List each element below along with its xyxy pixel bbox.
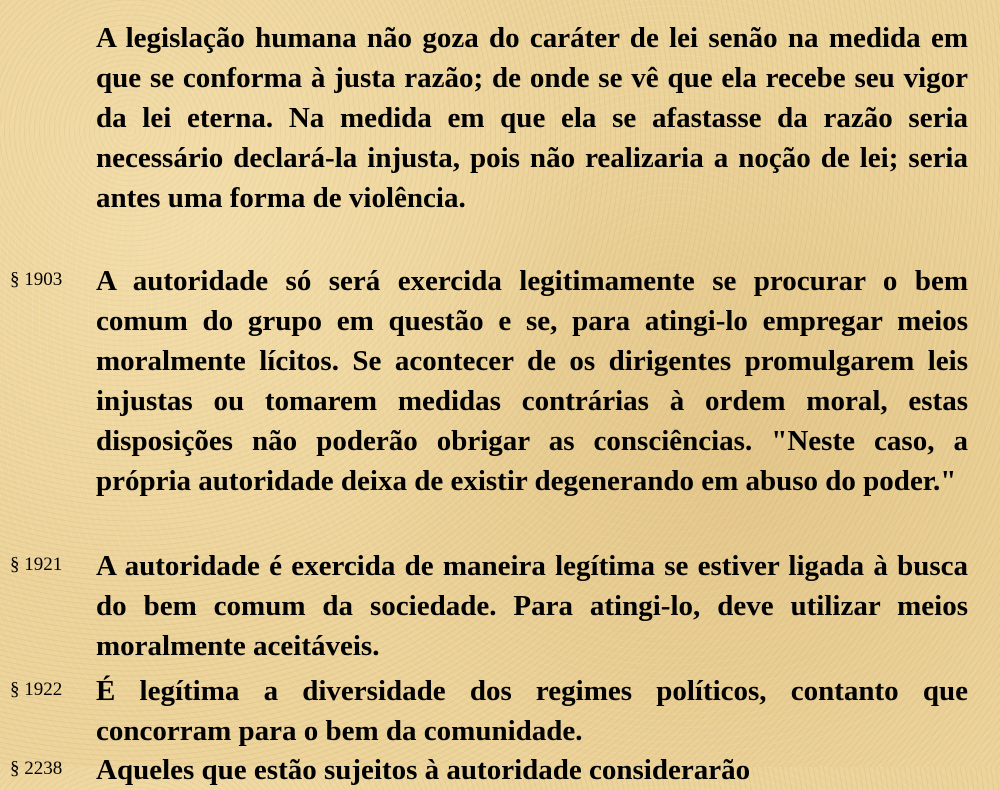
paragraph-number: § 1903 bbox=[10, 269, 63, 290]
paragraph-number: § 1921 bbox=[10, 554, 63, 575]
paragraph-text: A legislação humana não goza do caráter de lei senão na medida em que se conforma à justa razão; de onde se vê que ela recebe seu vigor da lei eterna. Na medida em que ela se afastasse da razão seria necessário declará-la injusta, pois não realizaria a noção de lei; seria antes uma forma de violência. bbox=[96, 22, 968, 214]
paragraph-number: § 2238 bbox=[10, 758, 63, 779]
paragraph-number: § 1922 bbox=[10, 679, 63, 700]
paragraph-text: Aqueles que estão sujeitos à autoridade considerarão bbox=[96, 754, 751, 786]
paragraph-text: A autoridade só será exercida legitimamente se procurar o bem comum do grupo em questão e se, para atingi-lo empregar meios moralmente lícitos. Se acontecer de os dirigentes promulgarem leis injustas ou tomarem medidas contrárias à ordem moral, estas disposições não poderão obrigar as consciências. "Neste caso, a própria autoridade deixa de existir degenerando em abuso do poder." bbox=[96, 265, 968, 497]
paragraph-text: É legítima a diversidade dos regimes políticos, contanto que concorram para o bem da comunidade. bbox=[96, 675, 968, 747]
paragraph-text: A autoridade é exercida de maneira legítima se estiver ligada à busca do bem comum da sociedade. Para atingi-lo, deve utilizar meios moralmente aceitáveis. bbox=[96, 550, 968, 662]
